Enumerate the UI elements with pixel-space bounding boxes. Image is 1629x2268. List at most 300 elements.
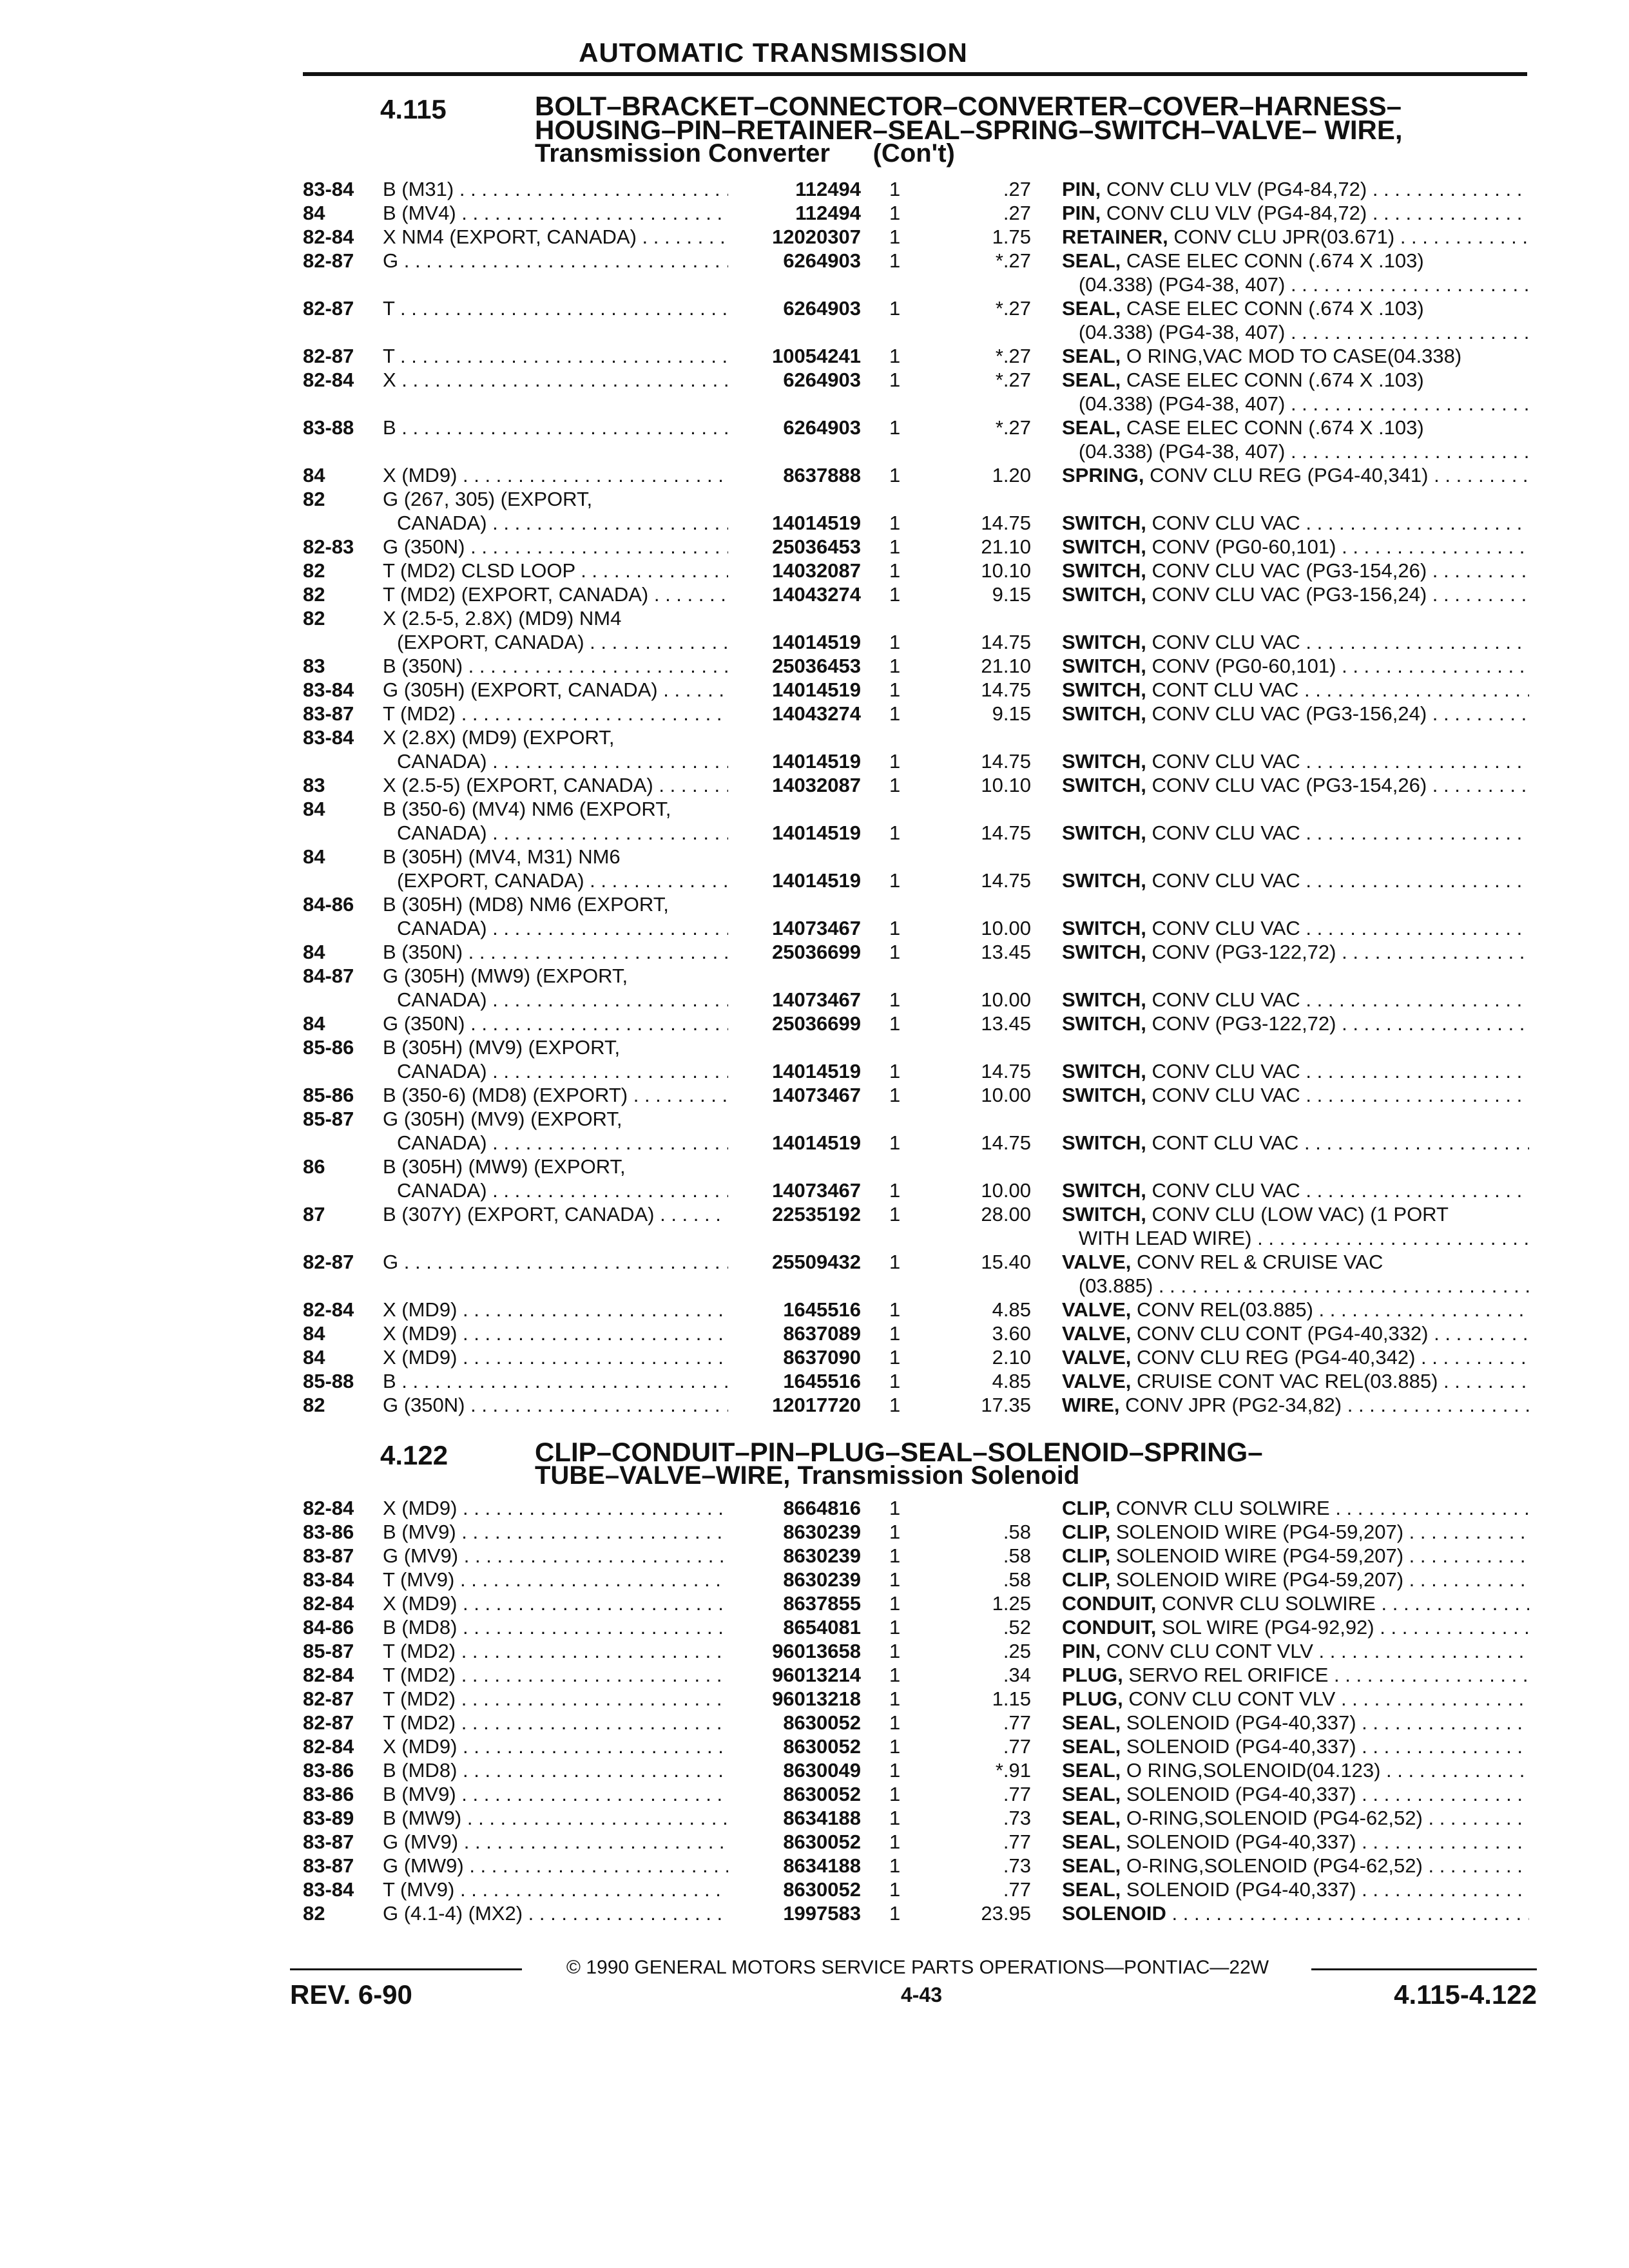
price: 10.00 — [981, 1084, 1031, 1106]
part-name: VALVE, — [1062, 1251, 1132, 1273]
model-year: 82-87 — [303, 249, 354, 272]
part-number: 25036699 — [728, 1012, 861, 1035]
model-year: 82-87 — [303, 1251, 354, 1273]
model-year: 82-83 — [303, 535, 354, 558]
section-title-line: BOLT–BRACKET–CONNECTOR–CONVERTER–COVER–HARNESS– — [535, 91, 1402, 121]
part-description — [1062, 1878, 1529, 1901]
price: 23.95 — [981, 1902, 1031, 1925]
price: 2.10 — [992, 1346, 1031, 1369]
part-name: SWITCH, — [1062, 1131, 1146, 1154]
part-description — [1062, 535, 1529, 559]
part-number: 14014519 — [728, 630, 861, 654]
table-row — [0, 559, 1629, 582]
part-number: 14014519 — [728, 678, 861, 702]
part-name: SWITCH, — [1062, 1084, 1146, 1106]
model-year: 83-86 — [303, 1783, 354, 1805]
model-applicability: X (2.8X) (MD9) (EXPORT, — [383, 726, 615, 749]
model-year: 82 — [303, 583, 325, 606]
quantity: 1 — [889, 1251, 901, 1273]
quantity: 1 — [889, 226, 901, 248]
model-applicability: X (2.5-5) (EXPORT, CANADA) . . . — [383, 773, 728, 797]
model-year: 84-87 — [303, 965, 354, 987]
model-applicability: (EXPORT, CANADA) . . . — [383, 869, 728, 892]
part-description — [1062, 1782, 1529, 1806]
part-name: SEAL, — [1062, 1711, 1121, 1734]
part-detail: CONT CLU VAC — [1146, 1131, 1299, 1154]
table-row — [0, 1544, 1629, 1568]
part-description — [1062, 1496, 1529, 1520]
quantity: 1 — [889, 1521, 901, 1543]
part-detail: CONV CLU CONT VLV — [1101, 1640, 1313, 1662]
part-number: 14014519 — [728, 821, 861, 845]
model-applicability: CANADA) . . . — [383, 511, 728, 535]
price: 1.15 — [992, 1687, 1031, 1710]
part-detail: O RING,VAC MOD TO CASE(04.338) — [1121, 345, 1462, 367]
part-detail: CONV CLU CONT VLV — [1123, 1687, 1336, 1710]
part-description — [1062, 439, 1529, 463]
model-applicability: X (2.5-5, 2.8X) (MD9) NM4 — [383, 607, 622, 629]
model-year: 84 — [303, 1012, 325, 1035]
table-row — [0, 845, 1629, 869]
table-row — [0, 1711, 1629, 1735]
model-applicability: G (305H) (MV9) (EXPORT, — [383, 1108, 622, 1130]
part-description — [1062, 392, 1529, 416]
part-number: 8630239 — [728, 1544, 861, 1568]
part-name: SWITCH, — [1062, 655, 1146, 677]
part-detail: SERVO REL ORIFICE — [1123, 1664, 1329, 1686]
part-detail: CONV CLU VAC — [1146, 988, 1300, 1011]
model-year: 84-86 — [303, 1616, 354, 1639]
price: .27 — [1003, 178, 1031, 200]
price: 14.75 — [981, 1060, 1031, 1082]
price: 17.35 — [981, 1394, 1031, 1416]
model-applicability: B . . . — [383, 416, 728, 439]
quantity: 1 — [889, 1370, 901, 1392]
part-number: 8630052 — [728, 1735, 861, 1758]
part-name: SWITCH, — [1062, 631, 1146, 653]
model-applicability: T . . . — [383, 344, 728, 368]
part-detail: CONV REL(03.885) — [1131, 1298, 1313, 1321]
part-description — [1062, 225, 1529, 249]
model-applicability: T (MD2) . . . — [383, 1663, 728, 1687]
part-detail: CONV CLU REG (PG4-40,342) — [1131, 1346, 1416, 1369]
part-detail: CONV CLU VAC — [1146, 1179, 1300, 1202]
part-name: CLIP, — [1062, 1544, 1111, 1567]
footer-rule — [290, 1968, 522, 1970]
table-row — [0, 749, 1629, 773]
part-name: RETAINER, — [1062, 226, 1168, 248]
price: 9.15 — [992, 702, 1031, 725]
part-number: 8637855 — [728, 1591, 861, 1615]
footer-rule — [1311, 1968, 1537, 1970]
table-row — [0, 630, 1629, 654]
table-row — [0, 439, 1629, 463]
model-year: 83-88 — [303, 416, 354, 439]
model-year: 83-84 — [303, 178, 354, 200]
table-row — [0, 1663, 1629, 1687]
part-detail: CONVR CLU SOLWIRE — [1156, 1592, 1376, 1615]
model-applicability: B (305H) (MW9) (EXPORT, — [383, 1155, 626, 1178]
quantity: 1 — [889, 988, 901, 1011]
model-applicability: X (MD9) . . . — [383, 1345, 728, 1369]
part-name: VALVE, — [1062, 1322, 1132, 1345]
model-applicability: X (MD9) . . . — [383, 1321, 728, 1345]
model-year: 83-84 — [303, 726, 354, 749]
part-detail: CONV CLU VAC — [1146, 1060, 1300, 1082]
price: 4.85 — [992, 1298, 1031, 1321]
model-applicability: T (MV9) . . . — [383, 1568, 728, 1591]
part-name: SEAL, — [1062, 1854, 1121, 1877]
part-detail: (04.338) (PG4-38, 407) — [1062, 440, 1286, 463]
part-detail: SOL WIRE (PG4-92,92) — [1156, 1616, 1374, 1639]
part-detail: SOLENOID (PG4-40,337) — [1121, 1711, 1356, 1734]
price: *.91 — [995, 1759, 1031, 1782]
price: 9.15 — [992, 583, 1031, 606]
part-name: PLUG, — [1062, 1664, 1123, 1686]
part-detail: SOLENOID WIRE (PG4-59,207) — [1110, 1521, 1404, 1543]
part-description — [1062, 1758, 1529, 1782]
model-year: 85-87 — [303, 1640, 354, 1662]
table-row — [0, 1878, 1629, 1901]
price: 15.40 — [981, 1251, 1031, 1273]
part-number: 14032087 — [728, 559, 861, 582]
part-detail: (04.338) (PG4-38, 407) — [1062, 392, 1286, 415]
price: 1.75 — [992, 226, 1031, 248]
price: .25 — [1003, 1640, 1031, 1662]
part-name: SWITCH, — [1062, 702, 1146, 725]
model-year: 83-87 — [303, 1831, 354, 1853]
table-row — [0, 916, 1629, 940]
model-year: 82-84 — [303, 1497, 354, 1519]
section-title — [535, 1437, 1501, 1490]
part-description — [1062, 1663, 1529, 1687]
quantity: 1 — [889, 917, 901, 939]
table-row — [0, 344, 1629, 368]
part-name: SOLENOID — [1062, 1902, 1166, 1925]
model-year: 83 — [303, 774, 325, 796]
table-row — [0, 1226, 1629, 1250]
part-number: 14073467 — [728, 1178, 861, 1202]
part-description — [1062, 1711, 1529, 1735]
section-title-line: HOUSING–PIN–RETAINER–SEAL–SPRING–SWITCH–VALVE– WIRE, — [535, 115, 1403, 145]
part-description — [1062, 988, 1529, 1012]
part-number: 1645516 — [728, 1369, 861, 1393]
model-applicability: CANADA) . . . — [383, 1131, 728, 1155]
table-row — [0, 1615, 1629, 1639]
price: 21.10 — [981, 655, 1031, 677]
part-name: SWITCH, — [1062, 917, 1146, 939]
quantity: 1 — [889, 1346, 901, 1369]
quantity: 1 — [889, 1640, 901, 1662]
section-title — [535, 91, 1501, 168]
quantity: 1 — [889, 822, 901, 844]
model-applicability: X (MD9) . . . — [383, 1496, 728, 1520]
part-number: 8630052 — [728, 1878, 861, 1901]
table-row — [0, 392, 1629, 416]
part-detail: CONV CLU CONT (PG4-40,332) — [1131, 1322, 1429, 1345]
part-number: 14014519 — [728, 749, 861, 773]
part-detail: CONV CLU VAC — [1146, 1084, 1300, 1106]
part-name: SEAL, — [1062, 1783, 1121, 1805]
table-row — [0, 1345, 1629, 1369]
part-detail: SOLENOID (PG4-40,337) — [1121, 1831, 1356, 1853]
model-applicability: CANADA) . . . — [383, 1059, 728, 1083]
footer-section-range: 4.115-4.122 — [1394, 1979, 1537, 2010]
part-number: 6264903 — [728, 296, 861, 320]
part-name: SEAL, — [1062, 1759, 1121, 1782]
table-row — [0, 1393, 1629, 1417]
part-number: 96013214 — [728, 1663, 861, 1687]
table-row — [0, 964, 1629, 988]
model-applicability: (EXPORT, CANADA) . . . — [383, 630, 728, 654]
model-year: 82-84 — [303, 226, 354, 248]
price: .77 — [1003, 1711, 1031, 1734]
price: .77 — [1003, 1878, 1031, 1901]
part-name: SWITCH, — [1062, 774, 1146, 796]
table-row — [0, 1687, 1629, 1711]
part-number: 112494 — [728, 177, 861, 201]
part-number: 8664816 — [728, 1496, 861, 1520]
price: .58 — [1003, 1521, 1031, 1543]
model-applicability: B (350-6) (MD8) (EXPORT) . . . — [383, 1083, 728, 1107]
quantity: 1 — [889, 297, 901, 320]
part-number: 22535192 — [728, 1202, 861, 1226]
part-name: VALVE, — [1062, 1370, 1132, 1392]
part-detail: CRUISE CONT VAC REL(03.885) — [1131, 1370, 1438, 1392]
table-row — [0, 1274, 1629, 1298]
quantity: 1 — [889, 1131, 901, 1154]
table-row — [0, 416, 1629, 439]
quantity: 1 — [889, 1687, 901, 1710]
price: .77 — [1003, 1735, 1031, 1758]
quantity: 1 — [889, 1592, 901, 1615]
part-name: SWITCH, — [1062, 941, 1146, 963]
quantity: 1 — [889, 774, 901, 796]
part-name: VALVE, — [1062, 1298, 1132, 1321]
quantity: 1 — [889, 1807, 901, 1829]
part-number: 8637888 — [728, 463, 861, 487]
model-applicability: X (MD9) . . . — [383, 463, 728, 487]
model-year: 83-86 — [303, 1759, 354, 1782]
part-name: SWITCH, — [1062, 1012, 1146, 1035]
model-applicability: B (305H) (MV4, M31) NM6 — [383, 845, 621, 868]
model-applicability: CANADA) . . . — [383, 749, 728, 773]
quantity: 1 — [889, 1394, 901, 1416]
part-number: 6264903 — [728, 416, 861, 439]
model-year: 82-87 — [303, 1711, 354, 1734]
part-description — [1062, 320, 1529, 344]
price: 1.25 — [992, 1592, 1031, 1615]
table-row — [0, 1568, 1629, 1591]
part-description — [1062, 1178, 1529, 1202]
part-description — [1062, 1298, 1529, 1321]
table-row — [0, 1639, 1629, 1663]
table-row — [0, 320, 1629, 344]
table-row — [0, 606, 1629, 630]
quantity: 1 — [889, 1735, 901, 1758]
part-name: SWITCH, — [1062, 559, 1146, 582]
price: 14.75 — [981, 822, 1031, 844]
part-name: SEAL, — [1062, 1878, 1121, 1901]
part-detail: CONV CLU VAC (PG3-154,26) — [1146, 774, 1427, 796]
model-year: 85-86 — [303, 1084, 354, 1106]
model-applicability: B . . . — [383, 1369, 728, 1393]
part-description — [1062, 1615, 1529, 1639]
part-detail: CONVR CLU SOLWIRE — [1110, 1497, 1330, 1519]
model-applicability: G (267, 305) (EXPORT, — [383, 488, 593, 510]
part-description — [1062, 249, 1529, 273]
model-applicability: B (350-6) (MV4) NM6 (EXPORT, — [383, 798, 671, 820]
model-year: 87 — [303, 1203, 325, 1225]
table-row — [0, 582, 1629, 606]
quantity: 1 — [889, 1711, 901, 1734]
table-row — [0, 1250, 1629, 1274]
quantity: 1 — [889, 1616, 901, 1639]
part-description — [1062, 368, 1529, 392]
table-row — [0, 1782, 1629, 1806]
part-description — [1062, 177, 1529, 201]
part-description — [1062, 1250, 1529, 1274]
part-number: 25036453 — [728, 535, 861, 559]
price: 21.10 — [981, 535, 1031, 558]
part-detail: (03.885) — [1062, 1274, 1153, 1297]
part-number: 25036699 — [728, 940, 861, 964]
part-description — [1062, 582, 1529, 606]
model-applicability: B (307Y) (EXPORT, CANADA) . . . — [383, 1202, 728, 1226]
part-number: 14014519 — [728, 869, 861, 892]
model-applicability: G (4.1-4) (MX2) . . . — [383, 1901, 728, 1925]
part-number: 8634188 — [728, 1854, 861, 1878]
price: 13.45 — [981, 941, 1031, 963]
part-detail: WITH LEAD WIRE) — [1062, 1227, 1252, 1249]
price: 14.75 — [981, 750, 1031, 773]
model-applicability: T (MD2) . . . — [383, 1711, 728, 1735]
model-year: 82-87 — [303, 297, 354, 320]
part-name: SWITCH, — [1062, 869, 1146, 892]
part-description — [1062, 1854, 1529, 1878]
model-year: 85-87 — [303, 1108, 354, 1130]
part-name: SEAL, — [1062, 1831, 1121, 1853]
part-number: 8630052 — [728, 1782, 861, 1806]
part-detail: CONV CLU VAC — [1146, 631, 1300, 653]
price: *.27 — [995, 369, 1031, 391]
model-year: 82-84 — [303, 1298, 354, 1321]
quantity: 1 — [889, 416, 901, 439]
model-year: 84-86 — [303, 893, 354, 916]
quantity: 1 — [889, 1831, 901, 1853]
part-description — [1062, 916, 1529, 940]
model-year: 84 — [303, 202, 325, 224]
part-number: 14073467 — [728, 988, 861, 1012]
part-number: 96013658 — [728, 1639, 861, 1663]
part-name: PIN, — [1062, 1640, 1101, 1662]
model-year: 85-86 — [303, 1036, 354, 1059]
part-description — [1062, 749, 1529, 773]
part-detail: CASE ELEC CONN (.674 X .103) — [1121, 249, 1424, 272]
table-row — [0, 821, 1629, 845]
model-year: 82 — [303, 607, 325, 629]
part-number: 14014519 — [728, 1131, 861, 1155]
part-number: 14073467 — [728, 916, 861, 940]
section-number: 4.122 — [380, 1440, 448, 1470]
part-description — [1062, 1520, 1529, 1544]
model-year: 82 — [303, 559, 325, 582]
table-row — [0, 249, 1629, 273]
model-applicability: B (MV9) . . . — [383, 1782, 728, 1806]
part-detail: (04.338) (PG4-38, 407) — [1062, 273, 1286, 296]
part-description — [1062, 1568, 1529, 1591]
table-row — [0, 1035, 1629, 1059]
part-description — [1062, 1544, 1529, 1568]
quantity: 1 — [889, 1902, 901, 1925]
quantity: 1 — [889, 1203, 901, 1225]
quantity: 1 — [889, 941, 901, 963]
price: .77 — [1003, 1831, 1031, 1853]
part-detail: CONV JPR (PG2-34,82) — [1119, 1394, 1342, 1416]
part-name: SWITCH, — [1062, 1203, 1146, 1225]
price: .77 — [1003, 1783, 1031, 1805]
table-row — [0, 1758, 1629, 1782]
model-applicability: G (350N) . . . — [383, 535, 728, 559]
part-detail: CONV CLU VAC — [1146, 750, 1300, 773]
table-row — [0, 511, 1629, 535]
table-row — [0, 1178, 1629, 1202]
part-number: 8654081 — [728, 1615, 861, 1639]
quantity: 1 — [889, 702, 901, 725]
part-number: 25509432 — [728, 1250, 861, 1274]
model-year: 83-87 — [303, 1854, 354, 1877]
model-year: 83-84 — [303, 678, 354, 701]
model-applicability: B (305H) (MD8) NM6 (EXPORT, — [383, 893, 669, 916]
part-detail: CONV CLU VLV (PG4-84,72) — [1101, 178, 1367, 200]
model-year: 83-84 — [303, 1568, 354, 1591]
model-applicability: G (305H) (MW9) (EXPORT, — [383, 965, 628, 987]
table-row — [0, 177, 1629, 201]
table-row — [0, 1012, 1629, 1035]
model-applicability: B (MV9) . . . — [383, 1520, 728, 1544]
price: .58 — [1003, 1544, 1031, 1567]
part-name: PIN, — [1062, 178, 1101, 200]
part-number: 96013218 — [728, 1687, 861, 1711]
part-number: 8630239 — [728, 1520, 861, 1544]
price: 3.60 — [992, 1322, 1031, 1345]
part-description — [1062, 1591, 1529, 1615]
part-name: SWITCH, — [1062, 1179, 1146, 1202]
model-year: 85-88 — [303, 1370, 354, 1392]
part-number: 112494 — [728, 201, 861, 225]
quantity: 1 — [889, 1664, 901, 1686]
price: .73 — [1003, 1807, 1031, 1829]
model-applicability: T (MD2) (EXPORT, CANADA) . . . — [383, 582, 728, 606]
model-year: 83-86 — [303, 1521, 354, 1543]
model-applicability: T (MD2) . . . — [383, 702, 728, 726]
part-description — [1062, 773, 1529, 797]
price: 10.00 — [981, 1179, 1031, 1202]
footer-copyright: © 1990 GENERAL MOTORS SERVICE PARTS OPERATIONS—PONTIAC—22W — [566, 1957, 1269, 1978]
model-year: 82-87 — [303, 345, 354, 367]
part-description — [1062, 702, 1529, 726]
quantity: 1 — [889, 1854, 901, 1877]
price: 10.10 — [981, 559, 1031, 582]
part-detail: SOLENOID (PG4-40,337) — [1121, 1783, 1356, 1805]
parts-table — [0, 177, 1629, 1417]
part-detail: CONV CLU VLV (PG4-84,72) — [1101, 202, 1367, 224]
part-description — [1062, 1202, 1529, 1226]
price: *.27 — [995, 297, 1031, 320]
price: .52 — [1003, 1616, 1031, 1639]
quantity: 1 — [889, 535, 901, 558]
part-detail: CONV CLU VAC (PG3-156,24) — [1146, 702, 1427, 725]
